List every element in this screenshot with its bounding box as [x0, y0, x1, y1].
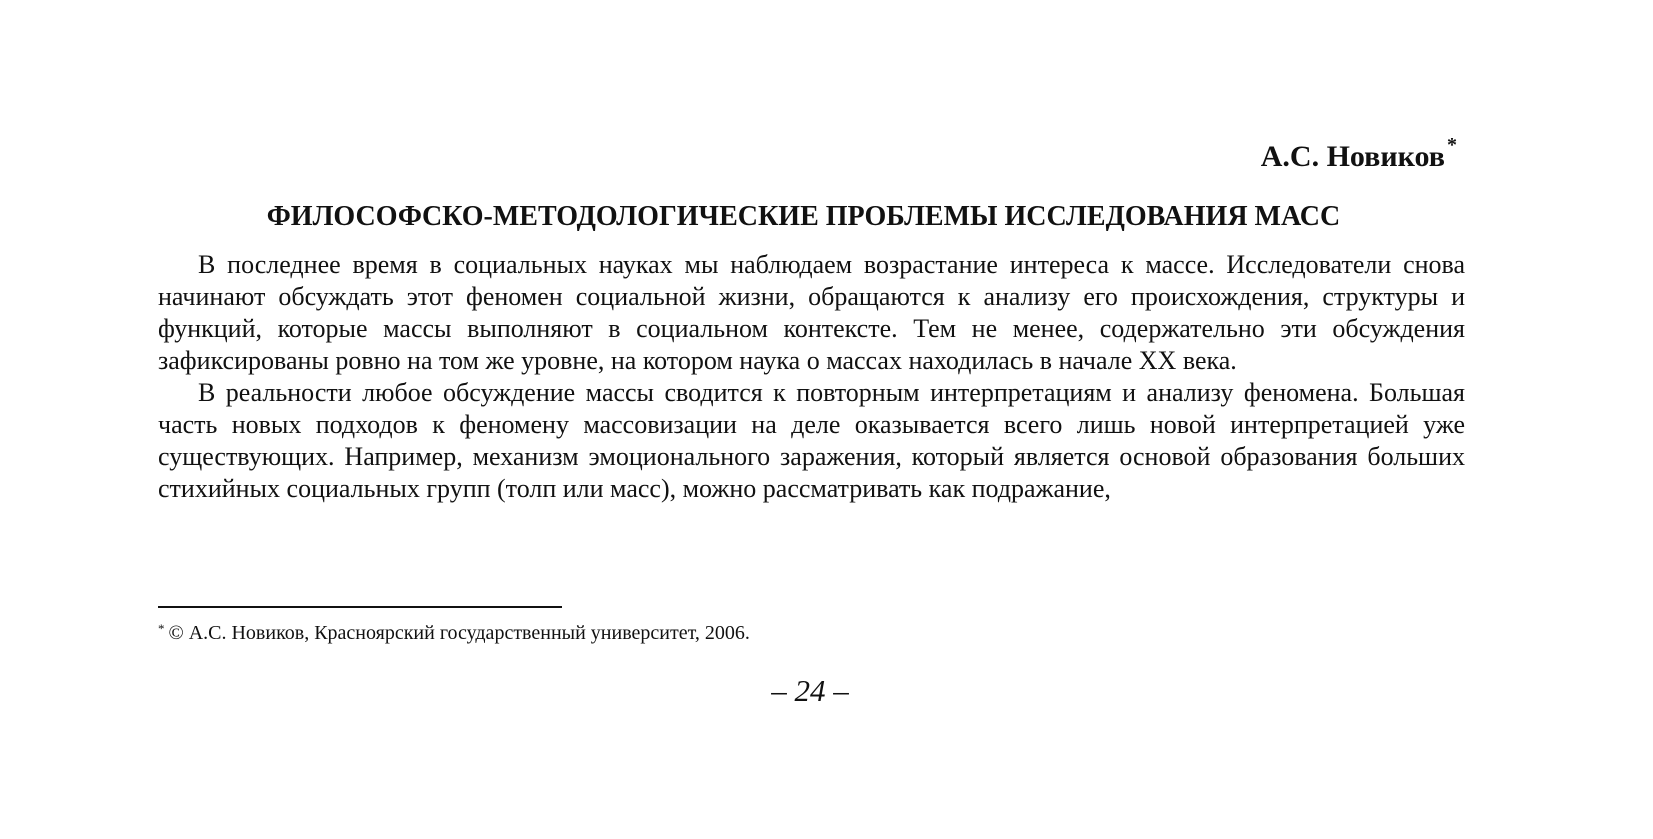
footnote-mark: *	[158, 621, 165, 636]
author-footnote-mark[interactable]: *	[1447, 134, 1457, 156]
page-number: – 24 –	[771, 673, 849, 708]
footnote	[158, 620, 750, 646]
paragraph: В последнее время в социальных науках мы наблюдаем возрастание интереса к массе. Исследователи снова начинают обсуждать этот феномен социальной жизни, обращаются к анализу его происхождения, структуры и функций, которые массы выполняют в социальном контексте. Тем не менее, содержательно эти обсуждения зафиксированы ровно на том же уровне, на котором наука о массах находилась в начале ХХ века.	[158, 250, 1465, 375]
footnote-text: © А.С. Новиков, Красноярский государственный университет, 2006.	[168, 622, 750, 644]
paragraph: В реальности любое обсуждение массы сводится к повторным интерпретациям и анализу феномена. Большая часть новых подходов к феномену массовизации на деле оказывается всего лишь новой интерпретацией уже существующих. Например, механизм эмоционального заражения, который является основой образования больших стихийных социальных групп (толп или масс), можно рассматривать как подражание,	[158, 378, 1465, 503]
author-name: А.С. Новиков	[1260, 140, 1445, 173]
article-title: ФИЛОСОФСКО-МЕТОДОЛОГИЧЕСКИЕ ПРОБЛЕМЫ ИССЛЕДОВАНИЯ МАСС	[266, 201, 1341, 232]
author-line	[150, 134, 1457, 175]
footnote-divider	[158, 606, 562, 608]
article-body	[158, 249, 1465, 505]
